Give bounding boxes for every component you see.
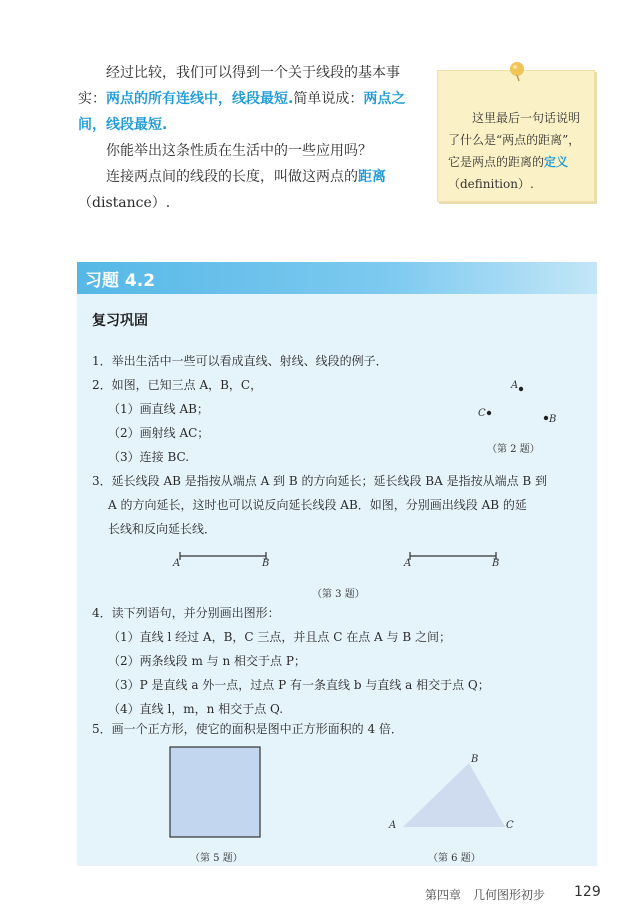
intro-paragraph-2: 你能举出这条性质在生活中的一些应用吗？ bbox=[106, 143, 372, 159]
intro-paragraph-1: 经过比较，我们可以得到一个关于线段的基本事实：两点的所有连线中，线段最短.简单说成：两点之间，线段最短. bbox=[78, 65, 406, 133]
label-a: A bbox=[511, 380, 519, 391]
intro-text bbox=[78, 60, 410, 216]
page-number: 129 bbox=[574, 884, 601, 900]
chapter-footer: 第四章 几何图形初步 bbox=[425, 888, 546, 902]
segment-1-label-a: A bbox=[173, 558, 181, 569]
question-3-line-3: 长线和反向延长线． bbox=[108, 522, 217, 536]
question-4-item-3: （3）P 是直线 a 外一点，过点 P 有一条直线 b 与直线 a 相交于点 Q； bbox=[108, 678, 490, 692]
segment-2-label-b: B bbox=[492, 558, 500, 569]
question-5: 5．画一个正方形，使它的面积是图中正方形面积的 4 倍． bbox=[92, 722, 403, 736]
label-b: B bbox=[549, 414, 557, 425]
segment-1-label-b: B bbox=[262, 558, 270, 569]
caption-question-3: （第 3 题） bbox=[312, 589, 365, 600]
triangle-figure bbox=[395, 755, 515, 835]
square-figure bbox=[168, 745, 268, 845]
question-3-line-1: 3．延长线段 AB 是指按从端点 A 到 B 的方向延长；延长线段 BA 是指按从端点 B 到 bbox=[92, 474, 548, 488]
triangle-label-a: A bbox=[389, 820, 397, 831]
short-statement-highlight: 两点之间，线段最短. bbox=[78, 91, 406, 133]
triangle-label-c: C bbox=[506, 820, 514, 831]
question-4-item-1: （1）直线 l 经过 A，B，C 三点，并且点 C 在点 A 与 B 之间； bbox=[108, 630, 451, 644]
point-c bbox=[487, 411, 491, 415]
intro-paragraph-3: 连接两点间的线段的长度，叫做这两点的距离（distance）. bbox=[78, 169, 386, 211]
basic-fact-highlight: 两点的所有连线中，线段最短. bbox=[106, 91, 294, 107]
distance-term: 距离 bbox=[358, 169, 386, 185]
caption-question-2: （第 2 题） bbox=[487, 444, 540, 455]
caption-question-5: （第 5 题） bbox=[190, 853, 243, 864]
triangle-label-b: B bbox=[471, 754, 479, 765]
definition-term: 定义 bbox=[544, 155, 569, 169]
question-3-line-2: A 的方向延长，这时也可以说反向延长线段 AB．如图，分别画出线段 AB 的延 bbox=[108, 498, 527, 512]
question-2: 2．如图，已知三点 A，B，C， bbox=[92, 378, 263, 392]
question-2-item-1: （1）画直线 AB； bbox=[108, 402, 209, 416]
section-heading: 复习巩固 bbox=[92, 313, 148, 329]
question-2-item-2: （2）画射线 AC； bbox=[108, 426, 210, 440]
point-a bbox=[519, 387, 523, 391]
segment-2-label-a: A bbox=[404, 558, 412, 569]
pushpin-icon bbox=[506, 60, 528, 82]
question-1: 1．举出生活中一些可以看成直线、射线、线段的例子． bbox=[92, 354, 388, 368]
question-4-item-4: （4）直线 l，m，n 相交于点 Q. bbox=[108, 702, 284, 716]
label-c: C bbox=[478, 408, 486, 419]
question-2-item-3: （3）连接 BC. bbox=[108, 450, 190, 464]
caption-question-6: （第 6 题） bbox=[428, 853, 481, 864]
question-4-item-2: （2）两条线段 m 与 n 相交于点 P； bbox=[108, 654, 306, 668]
question-4: 4．读下列语句，并分别画出图形： bbox=[92, 606, 280, 620]
exercise-title: 习题 4.2 bbox=[85, 271, 156, 291]
side-note bbox=[437, 70, 595, 202]
side-note-text: 这里最后一句话说明了什么是“两点的距离”，它是两点的距离的定义（definition）. bbox=[448, 111, 581, 191]
point-b bbox=[544, 416, 548, 420]
